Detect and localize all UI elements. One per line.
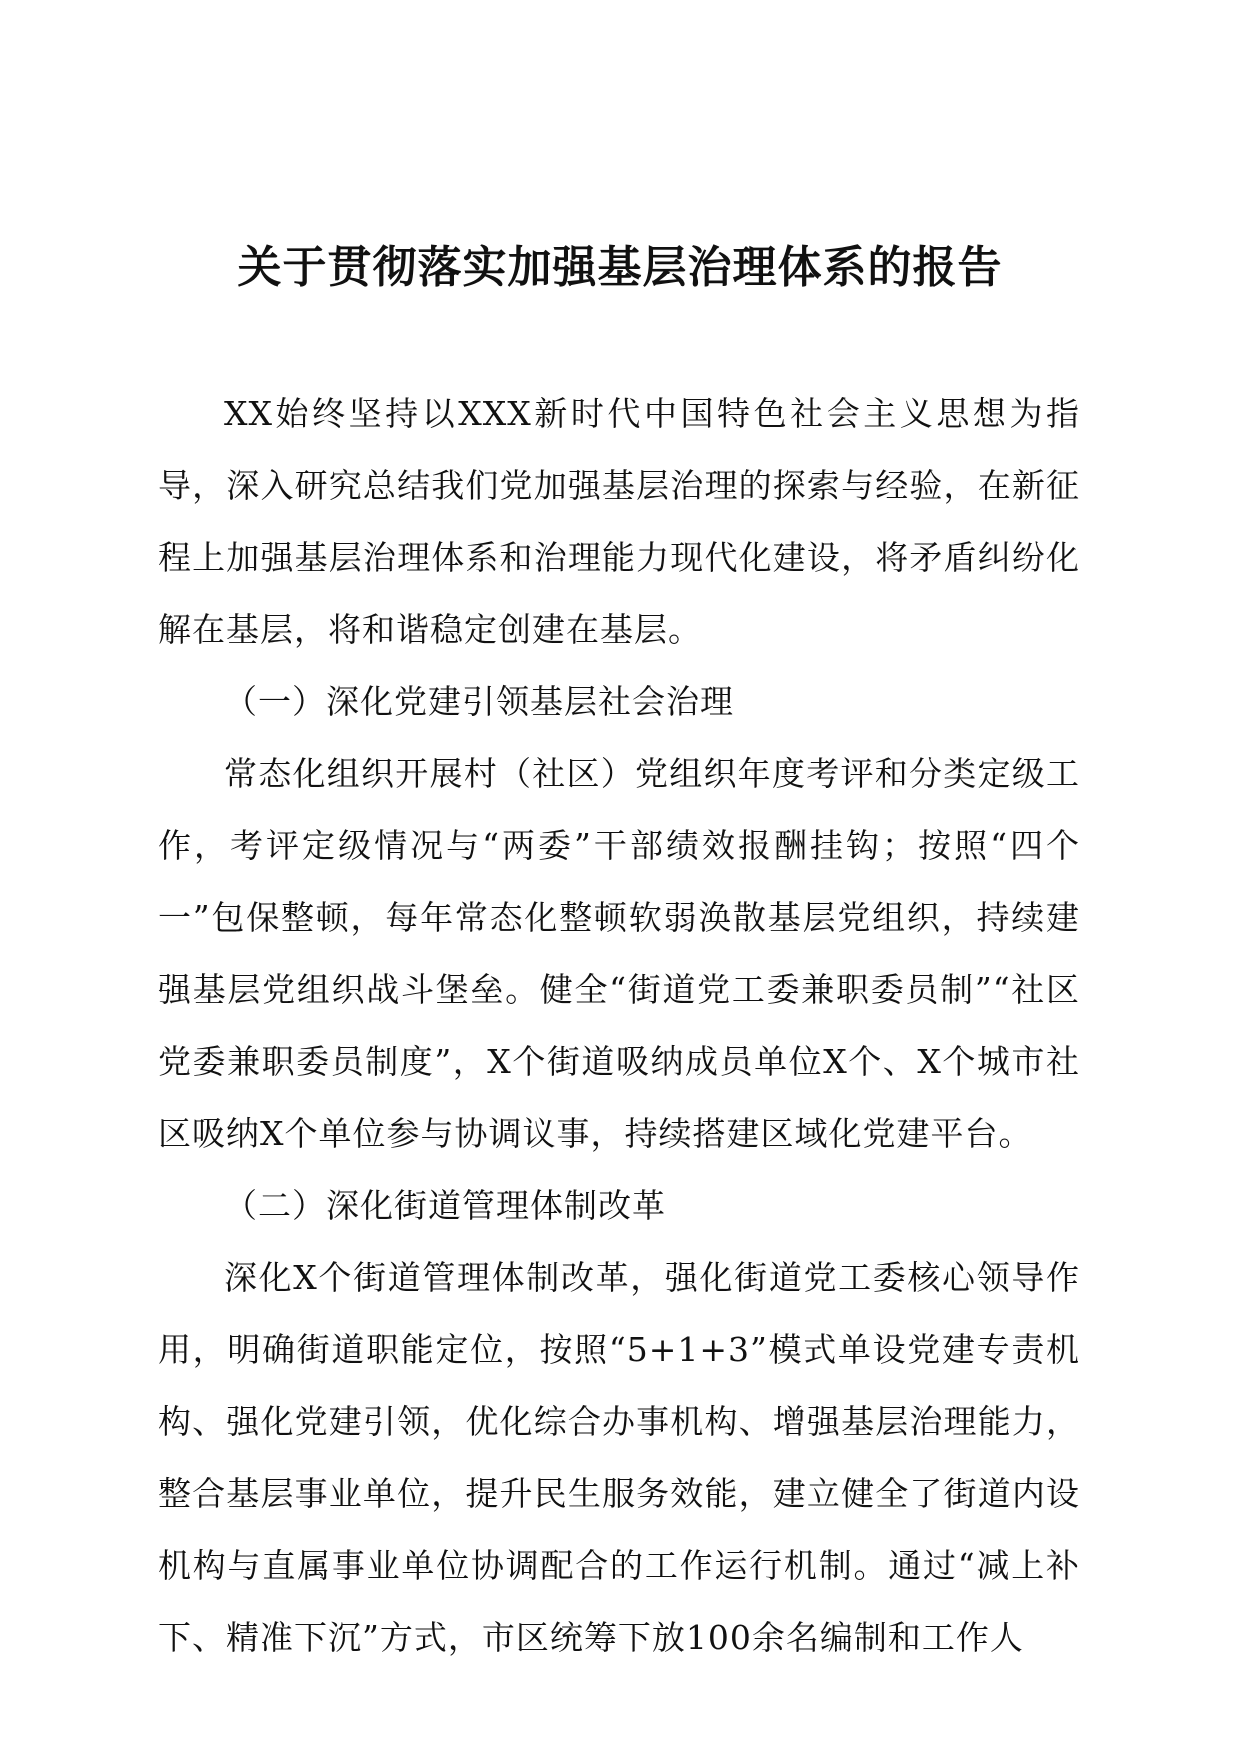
section-heading-2: （二）深化街道管理体制改革 — [224, 1186, 666, 1225]
intro-paragraph: XX始终坚持以XXX新时代中国特色社会主义思想为指导，深入研究总结我们党加强基层治理的探索与经验，在新征程上加强基层治理体系和治理能力现代化建设，将矛盾纠纷化解在基层，将和谐稳定创建在基层。 — [158, 394, 1080, 649]
document-title: 关于贯彻落实加强基层治理体系的报告 — [237, 242, 1003, 293]
section-heading-1: （一）深化党建引领基层社会治理 — [224, 682, 734, 721]
section-paragraph-2: 深化X个街道管理体制改革，强化街道党工委核心领导作用，明确街道职能定位，按照“5+1+3”模式单设党建专责机构、强化党建引领，优化综合办事机构、增强基层治理能力，整合基层事业单位，提升民生服务效能，建立健全了街道内设机构与直属事业单位协调配合的工作运行机制。通过“减上补下、精准下沉”方式，市区统筹下放100余名编制和工作人 — [158, 1258, 1080, 1657]
document-body — [158, 378, 1080, 1674]
section-paragraph-1: 常态化组织开展村（社区）党组织年度考评和分类定级工作，考评定级情况与“两委”干部绩效报酬挂钩；按照“四个一”包保整顿，每年常态化整顿软弱涣散基层党组织，持续建强基层党组织战斗堡垒。健全“街道党工委兼职委员制”“社区党委兼职委员制度”，X个街道吸纳成员单位X个、X个城市社区吸纳X个单位参与协调议事，持续搭建区域化党建平台。 — [158, 754, 1080, 1153]
